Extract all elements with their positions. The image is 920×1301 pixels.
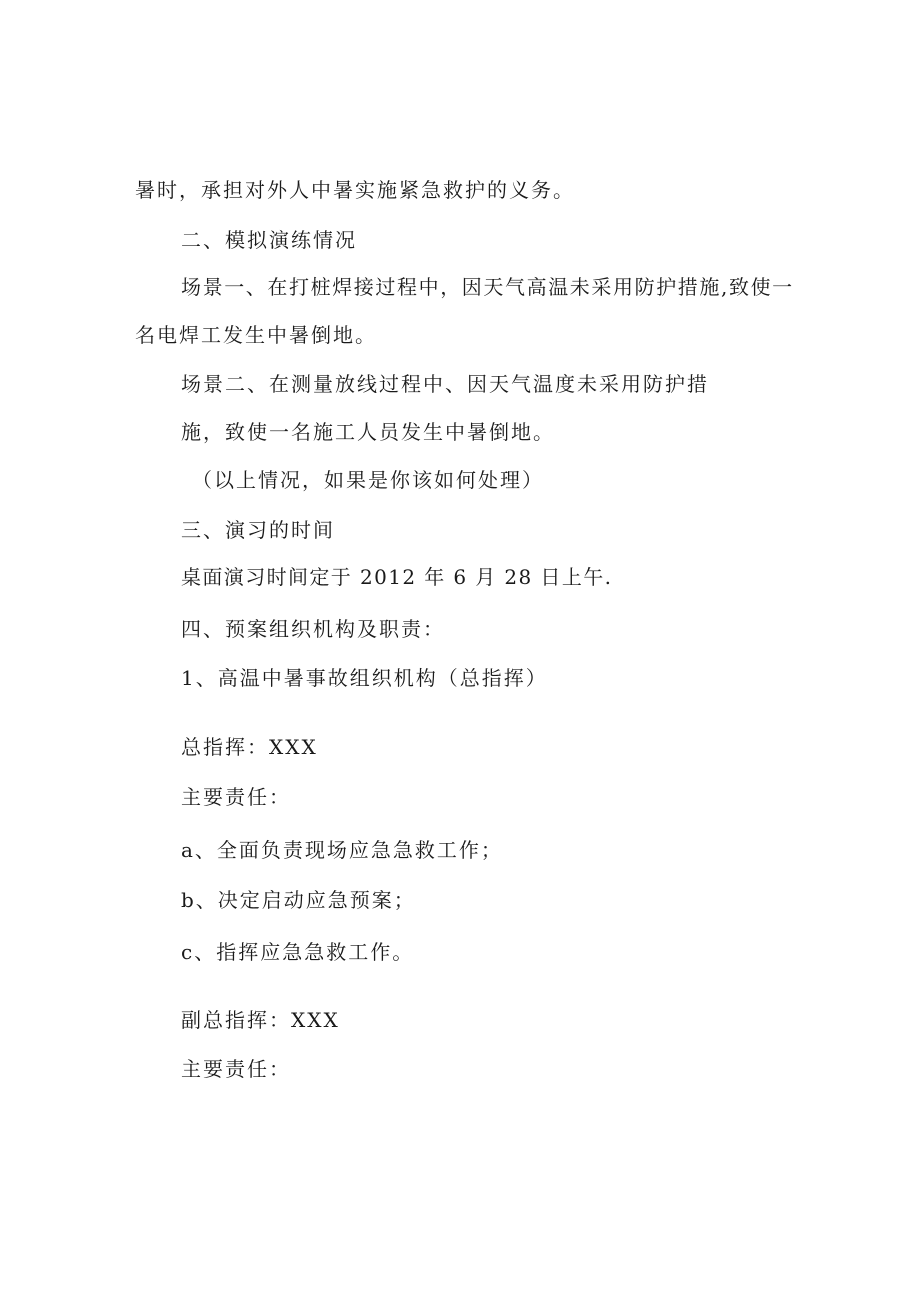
section-heading-drill-situation: 二、模拟演练情况 [181,228,357,252]
subsection-heading-organization: 1、高温中暑事故组织机构（总指挥） [181,666,548,690]
drill-time-text: 桌面演习时间定于 2012 年 6 月 28 日上午. [181,565,613,589]
scenario-one-line-2: 名电焊工发生中暑倒地。 [135,323,377,347]
commander-name: 总指挥：XXX [181,735,318,759]
section-heading-drill-time: 三、演习的时间 [181,518,335,542]
commander-duties-label: 主要责任： [181,785,291,809]
commander-duty-c: c、指挥应急急救工作。 [181,940,415,964]
scenario-one-line-1: 场景一、在打桩焊接过程中，因天气高温未采用防护措施,致使一 [181,275,794,299]
scenario-two-line-1: 场景二、在测量放线过程中、因天气温度未采用防护措 [181,372,709,396]
paragraph-continuation: 暑时，承担对外人中暑实施紧急救护的义务。 [135,178,575,202]
deputy-commander-duties-label: 主要责任： [181,1057,291,1081]
commander-duty-a: a、全面负责现场应急急救工作； [181,838,503,862]
scenario-two-line-2: 施，致使一名施工人员发生中暑倒地。 [181,420,555,444]
deputy-commander-name: 副总指挥：XXX [181,1008,340,1032]
section-heading-organization: 四、预案组织机构及职责： [181,617,445,641]
scenario-question: （以上情况，如果是你该如何处理） [192,468,544,492]
commander-duty-b: b、决定启动应急预案； [181,888,416,912]
